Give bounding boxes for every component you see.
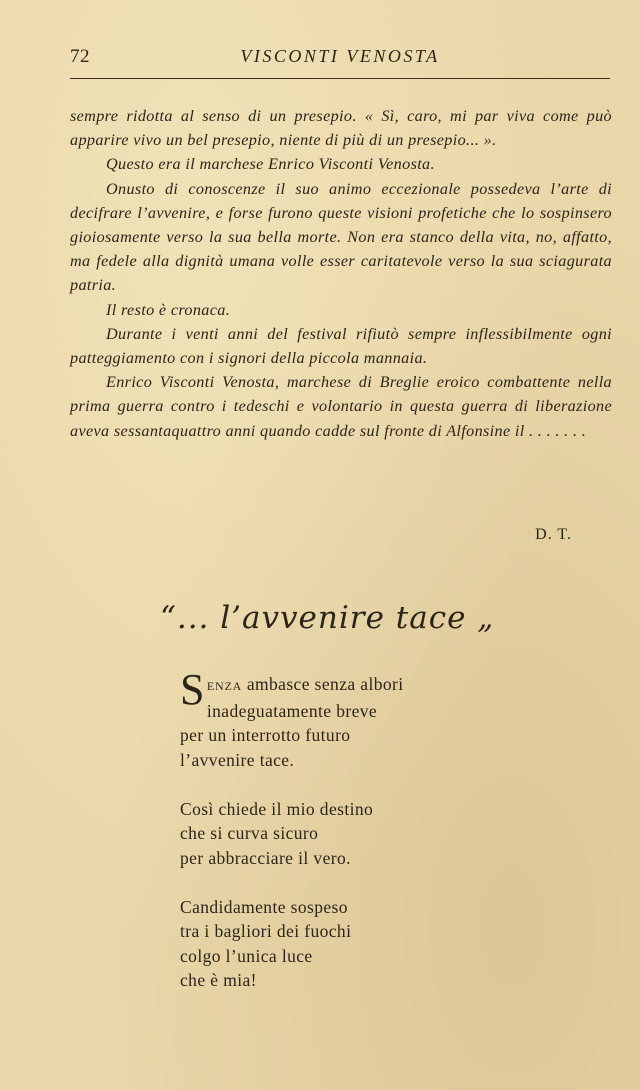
verse-line: Candidamente sospeso bbox=[180, 896, 348, 917]
small-caps-word: ENZA bbox=[206, 679, 243, 693]
verse-line: tra i bagliori dei fuochi bbox=[180, 921, 352, 941]
paragraph: Il resto è cronaca. bbox=[106, 300, 231, 319]
verse-line: che è mia! bbox=[180, 970, 257, 990]
paragraph: Enrico Visconti Venosta, marchese di Breglie eroico combattente nella prima guerra contro i tedeschi e volontario in questa guerra di liberazione aveva sessantaquattro anni quando cadde sul fronte di Alfonsine il . . . . . . . bbox=[70, 373, 612, 440]
verse-line: per un interrotto futuro bbox=[180, 725, 351, 745]
paragraph: sempre ridotta al senso di un presepio. « Sì, caro, mi par viva come può apparire vivo un bel presepio, niente di più di un presepio... ». bbox=[70, 107, 612, 150]
verse-text: ambasce senza albori bbox=[242, 674, 404, 694]
stanza bbox=[180, 797, 540, 871]
verse-line: l’avvenire tace. bbox=[180, 749, 295, 770]
prose-text bbox=[70, 104, 612, 443]
paragraph: Durante i venti anni del festival rifiutò sempre inflessibilmente ogni patteggiamento con i signori della piccola mannaia. bbox=[70, 324, 612, 368]
verse-line: inadeguatamente breve bbox=[206, 700, 378, 721]
verse-line: che si curva sicuro bbox=[180, 823, 319, 843]
verse-line: per abbracciare il vero. bbox=[180, 847, 351, 868]
page-number: 72 bbox=[70, 46, 90, 67]
header-rule bbox=[70, 78, 610, 79]
poem bbox=[180, 665, 540, 1017]
verse-line: Così chiede il mio destino bbox=[180, 798, 374, 819]
paragraph: Questo era il marchese Enrico Visconti Venosta. bbox=[106, 155, 435, 174]
drop-cap: S bbox=[180, 665, 205, 714]
verse-line: colgo l’unica luce bbox=[180, 945, 313, 966]
stanza bbox=[180, 665, 540, 772]
author-signature: D. T. bbox=[535, 526, 572, 543]
stanza bbox=[180, 895, 540, 993]
running-title: VISCONTI VENOSTA bbox=[240, 46, 440, 66]
running-head bbox=[70, 44, 610, 74]
paragraph: Onusto di conoscenze il suo animo eccezionale possedeva l’arte di decifrare l’avvenire, e forse furono queste visioni profetiche che lo sospinsero gioiosamente verso la sua bella morte. Non era stanco della vita, no, affatto, ma fedele alla dignità umana volle esser caritatevole verso la sua sciagurata patria. bbox=[70, 179, 612, 295]
poem-title: “... l’avvenire tace „ bbox=[160, 600, 495, 636]
